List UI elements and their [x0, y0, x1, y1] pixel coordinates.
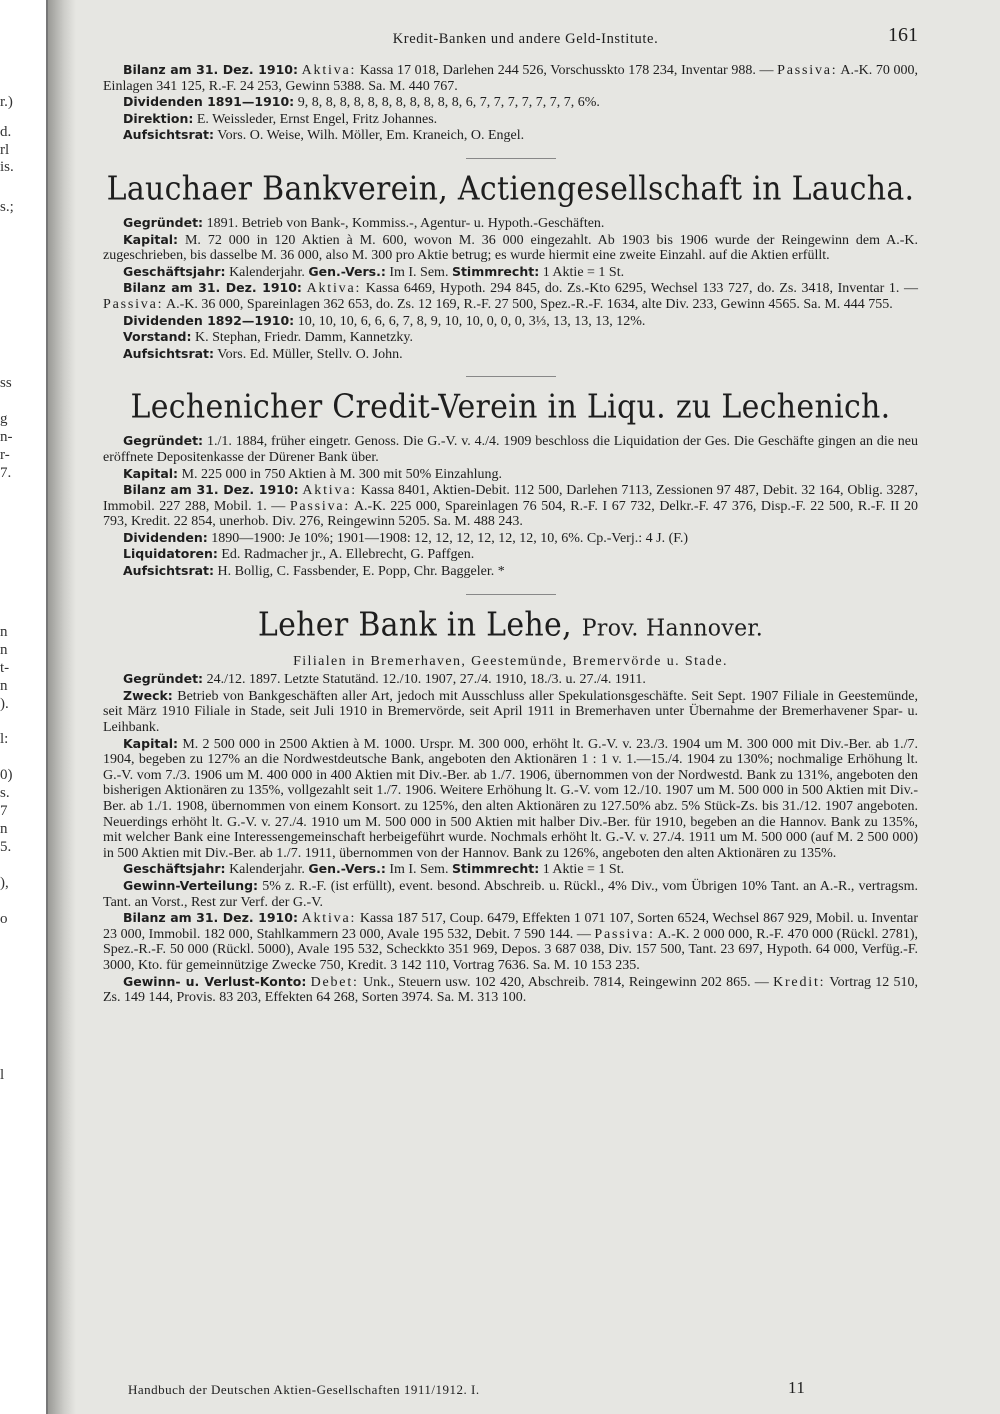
geschaeftsjahr-label: Geschäftsjahr:	[123, 263, 226, 279]
liquidatoren-paragraph	[103, 546, 918, 563]
aufsichtsrat-text: Vors. O. Weise, Wilh. Möller, Em. Kraneich, O. Engel.	[217, 128, 525, 144]
aktiva-word: Aktiva:	[301, 63, 357, 78]
entry-title: Lechenicher Credit-Verein in Liqu. zu Lechenich.	[130, 388, 891, 427]
geschaeftsjahr-paragraph	[103, 264, 918, 281]
margin-fragment: rl	[0, 142, 10, 158]
geschaeftsjahr-text: Kalenderjahr.	[229, 862, 305, 878]
aufsichtsrat-paragraph	[103, 346, 918, 363]
separator-rule	[466, 594, 556, 595]
margin-fragment: n	[0, 624, 8, 640]
vorstand-label: Vorstand:	[123, 329, 192, 345]
margin-fragment: r-	[0, 447, 10, 463]
aufsichtsrat-paragraph	[103, 127, 918, 144]
direktion-text: E. Weissleder, Ernst Engel, Fritz Johannes.	[196, 111, 438, 127]
kapital-paragraph	[103, 232, 918, 264]
bilanz-paragraph	[103, 910, 918, 973]
direktion-label: Direktion:	[123, 110, 194, 126]
aufsichtsrat-label: Aufsichtsrat:	[123, 127, 215, 143]
gegruendet-text: 1891. Betrieb von Bank-, Kommiss.-, Agentur- u. Hypoth.-Geschäften.	[206, 215, 605, 231]
zweck-paragraph	[103, 688, 918, 736]
margin-fragment: ss	[0, 375, 12, 391]
zweck-label: Zweck:	[123, 687, 173, 703]
bilanz-paragraph	[103, 62, 918, 94]
margin-fragment: 7.	[0, 465, 12, 481]
genvers-label: Gen.-Vers.:	[308, 861, 386, 877]
stimmrecht-text: 1 Aktie = 1 St.	[542, 862, 625, 878]
gegruendet-paragraph	[103, 433, 918, 465]
gegruendet-label: Gegründet:	[123, 214, 204, 230]
gewinn-verteilung-text: 5% z. R.-F. (ist erfüllt), event. besond. Abschreib. u. Rückl., 4% Div., vom Übrigen 10% Tant. an A.-R., vertragsm. Tant. an Vorst., Rest zur Verf. der G.-V.	[103, 878, 919, 910]
passiva-word: Passiva:	[777, 63, 838, 78]
dividenden-label: Dividenden 1892—1910:	[123, 312, 295, 328]
running-head-title: Kredit-Banken und andere Geld-Institute.	[392, 31, 659, 47]
signature-mark: 11	[788, 1378, 806, 1398]
bilanz-label: Bilanz am 31. Dez. 1910:	[123, 910, 298, 926]
bilanz-paragraph	[103, 482, 918, 530]
kapital-label: Kapital:	[123, 735, 179, 751]
aufsichtsrat-text: Vors. Ed. Müller, Stellv. O. John.	[217, 346, 403, 362]
vorstand-text: K. Stephan, Friedr. Damm, Kannetzky.	[194, 330, 413, 346]
margin-fragment: 7	[0, 803, 8, 819]
margin-fragment: 5.	[0, 839, 12, 855]
margin-fragment: r.)	[0, 94, 13, 110]
kapital-text: M. 225 000 in 750 Aktien à M. 300 mit 50% Einzahlung.	[181, 466, 502, 482]
stimmrecht-label: Stimmrecht:	[451, 263, 540, 279]
adjacent-page-strip	[0, 0, 48, 1414]
aktiva-text: Kassa 6469, Hypoth. 294 845, do. Zs.-Kto 6295, Wechsel 133 727, do. Zs. 3418, Inventar 1. —	[365, 281, 919, 297]
guv-paragraph	[103, 974, 918, 1006]
gegruendet-label: Gegründet:	[123, 671, 204, 687]
margin-fragment: ).	[0, 696, 9, 712]
kapital-paragraph	[103, 736, 918, 862]
dividenden-text: 1890—1900: Je 10%; 1901—1908: 12, 12, 12, 12, 12, 12, 10, 6%. Cp.-Verj.: 4 J. (F.)	[211, 530, 689, 546]
kapital-text: M. 72 000 in 120 Aktien à M. 600, wovon M. 36 000 eingezahlt. Ab 1903 bis 1906 wurde der Reingewinn dem A.-K. zugeschrieben, bis dasselbe M. 36 000, also M. 300 pro Aktie betrug; es wurde hiermit eine zweite Einzahl. auf die Aktien erfüllt.	[103, 232, 919, 264]
passiva-text: A.-K. 2 000 000, R.-F. 470 000 (Rückl. 2781), Spez.-R.-F. 50 000 (Rückl. 5000), Avale 195 532, Scheckkto 351 969, Depos. 3 687 038, Div. 157 500, Tant. 23 697, Hypoth. 64 000, Verfüg.-F. 3000, Kto. für gemeinnützige Zwecke 750, Kredit. 3 142 110, Vortrag 7636. Sa. M. 10 153 235.	[103, 926, 918, 973]
entry-lauchaer	[103, 170, 919, 362]
margin-fragment: l:	[0, 731, 9, 747]
dividenden-text: 10, 10, 10, 6, 6, 6, 7, 8, 9, 10, 10, 0, 0, 0, 3⅓, 13, 13, 13, 12%.	[297, 313, 646, 329]
gegruendet-text: 1./1. 1884, früher eingetr. Genoss. Die G.-V. v. 4./4. 1909 beschloss die Liquidation der Ges. Die Geschäfte gingen an die neu eröffnete Depositenkasse der Dürener Bank über.	[103, 434, 919, 465]
zweck-text: Betrieb von Bankgeschäften aller Art, jedoch mit Ausschluss aller Spekulationsgeschäfte. Seit Sept. 1907 Filiale in Geestemünde, seit März 1910 Filiale in Stade, seit Juli 1910 in Bremervörde, seit April 1911 in Bremerhaven unter Übernahme der Bremerhavener Spar- u. Leihbank.	[103, 688, 918, 736]
aktiva-word: Aktiva:	[306, 281, 362, 297]
bilanz-label: Bilanz am 31. Dez. 1910:	[123, 62, 298, 77]
debet-text: Unk., Steuern usw. 102 420, Abschreib. 7814, Reingewinn 202 865. —	[362, 974, 769, 990]
kredit-text: Vortrag 12 510, Zs. 149 144, Provis. 83 203, Effekten 64 268, Sorten 3974. Sa. M. 313 100.	[103, 974, 919, 1006]
running-head	[133, 24, 918, 62]
dividenden-text: 9, 8, 8, 8, 8, 8, 8, 8, 8, 8, 8, 8, 6, 7, 7, 7, 7, 7, 7, 7, 6%.	[297, 95, 600, 111]
aktiva-text: Kassa 187 517, Coup. 6479, Effekten 1 071 107, Sorten 6524, Wechsel 867 929, Mobil. u. Inventar 23 000, Immobil. 182 000, Stahlkammern 23 000, Avale 195 532, Debit. 7 590 144. —	[103, 911, 919, 942]
margin-fragment: n	[0, 642, 8, 658]
entry-leher	[103, 606, 919, 1006]
kapital-label: Kapital:	[123, 231, 179, 247]
page-number: 161	[888, 24, 918, 46]
bilanz-paragraph	[103, 280, 918, 312]
passiva-text: A.-K. 225 000, Spareinlagen 76 504, R.-F. I 67 732, Delkr.-F. 47 376, Disp.-F. 22 500, R.-F. II 20 793, Kredit. 22 854, unerhob. Div. 276, Reingewinn 5205. Sa. M. 488 243.	[103, 498, 919, 530]
margin-fragment: s.;	[0, 199, 14, 215]
margin-fragment: 0)	[0, 767, 13, 783]
kredit-word: Kredit:	[773, 974, 826, 990]
margin-fragment: ),	[0, 875, 9, 891]
page-footer	[128, 1378, 918, 1398]
footer-text: Handbuch der Deutschen Aktien-Gesellschaften 1911/1912. I.	[128, 1382, 480, 1398]
bilanz-label: Bilanz am 31. Dez. 1910:	[123, 280, 302, 296]
geschaeftsjahr-paragraph	[103, 861, 918, 878]
margin-fragment: g	[0, 411, 8, 427]
gegruendet-paragraph	[103, 215, 918, 232]
entry-title	[103, 607, 918, 647]
debet-word: Debet:	[310, 974, 359, 990]
page-fold-shadow	[48, 0, 76, 1414]
passiva-word: Passiva:	[594, 926, 655, 942]
margin-fragment: t-	[0, 660, 10, 676]
gewinn-verteilung-paragraph	[103, 878, 918, 910]
entry-lechenich	[103, 388, 919, 580]
margin-fragment: n-	[0, 429, 13, 445]
genvers-text: Im I. Sem.	[389, 264, 449, 280]
geschaeftsjahr-label: Geschäftsjahr:	[123, 861, 226, 877]
entry-title: Lauchaer Bankverein, Actiengesellschaft in Laucha.	[106, 170, 915, 209]
margin-fragment: is.	[0, 159, 14, 175]
margin-fragment: o	[0, 911, 8, 927]
aktiva-word: Aktiva:	[302, 483, 357, 499]
aktiva-word: Aktiva:	[301, 911, 357, 927]
dividenden-paragraph	[103, 313, 918, 330]
stimmrecht-text: 1 Aktie = 1 St.	[542, 264, 625, 280]
genvers-label: Gen.-Vers.:	[308, 263, 386, 279]
filialen-line: Filialen in Bremerhaven, Geestemünde, Bremervörde u. Stade.	[293, 653, 728, 669]
liquidatoren-label: Liquidatoren:	[123, 546, 218, 562]
aktiva-text: Kassa 17 018, Darlehen 244 526, Vorschusskto 178 234, Inventar 988. —	[359, 63, 774, 78]
document-page	[103, 24, 919, 1402]
entry-continued	[103, 62, 918, 144]
aktiva-text: Kassa 8401, Aktien-Debit. 112 500, Darlehen 7113, Zessionen 97 487, Debit. 32 164, Oblig. 3287, Immobil. 227 288, Mobil. 1. —	[103, 483, 919, 514]
separator-rule	[466, 158, 556, 159]
margin-fragment: s.	[0, 785, 10, 801]
margin-fragment: n	[0, 678, 8, 694]
margin-fragment: n	[0, 821, 8, 837]
bilanz-label: Bilanz am 31. Dez. 1910:	[123, 482, 299, 498]
kapital-text: M. 2 500 000 in 2500 Aktien à M. 1000. Urspr. M. 300 000, erhöht lt. G.-V. v. 23./3. 1904 um M. 300 000 mit Div.-Ber. ab 1./7. 1904, begeben zu 127% an die Nordwestdeutsche Bank, angeboten den Aktionären 1 : 1 v. 1.—15./4. 1904 zu 130%; nochmalige Erhöhung lt. G.-V. vom 7./3. 1906 um M. 400 000 in 400 Aktien mit Div.-Ber. ab 1./7. 1906, übernommen von der Nordwestd. Bank zu 131%, angeboten den bisherigen Aktionären zu 135%, vollgezahlt seit 1./7. 1906. Weitere Erhöhung lt. G.-V. vom 12./10. 1907 um M. 500 000 in 500 Aktien mit Div.-Ber. ab 1./1. 1908, übernommen von einem Konsort. zu 125%, den alten Aktionären zu 127.50% abz. 5% Stück-Zs. bis 31./12. 1907 angeboten. Neuerdings erhöht lt. G.-V. v. 27./4. 1910 um M. 500 000 in 500 Aktien mit halber Div.-Ber. für 1910, begeben an die Hannov. Bank zu 135%, mit welcher Bank eine Interessengemeinschaft herbeigeführt wurde. Nochmals erhöht lt. G.-V. v. 27./4. 1911 um M. 500 000 (auf M. 2 500 000) in 500 Aktien mit Div.-Ber. ab 1./7. 1911, übernommen von der Hannov. Bank zu 126%, angeboten den alten Aktionären zu 135%.	[103, 736, 918, 861]
gegruendet-paragraph	[103, 671, 918, 688]
direktion-paragraph	[103, 111, 918, 128]
margin-fragment: d.	[0, 124, 12, 140]
passiva-text: A.-K. 36 000, Spareinlagen 362 653, do. Zs. 12 169, R.-F. 27 500, Spez.-R.-F. 1634, alte Div. 233, Gewinn 4565. Sa. M. 444 755.	[166, 296, 893, 312]
passiva-word: Passiva:	[289, 498, 351, 514]
dividenden-paragraph	[103, 94, 918, 111]
dividenden-label: Dividenden:	[123, 529, 208, 545]
geschaeftsjahr-text: Kalenderjahr.	[229, 264, 305, 280]
dividenden-paragraph	[103, 530, 918, 547]
gewinn-verteilung-label: Gewinn-Verteilung:	[123, 877, 259, 893]
passiva-text: A.-K. 70 000, Einlagen 341 125, R.-F. 24 253, Gewinn 5388. Sa. M. 440 767.	[103, 63, 919, 94]
gegruendet-label: Gegründet:	[123, 433, 204, 449]
dividenden-label: Dividenden 1891—1910:	[123, 94, 295, 110]
kapital-label: Kapital:	[123, 465, 179, 481]
entry-title-suffix: Prov. Hannover.	[581, 614, 764, 642]
aufsichtsrat-label: Aufsichtsrat:	[123, 345, 215, 361]
genvers-text: Im I. Sem.	[389, 862, 449, 878]
vorstand-paragraph	[103, 329, 918, 346]
gegruendet-text: 24./12. 1897. Letzte Statutänd. 12./10. 1907, 27./4. 1910, 18./3. u. 27./4. 1911.	[206, 672, 646, 688]
aufsichtsrat-paragraph	[103, 563, 918, 580]
separator-rule	[466, 376, 556, 377]
kapital-paragraph	[103, 466, 918, 483]
liquidatoren-text: Ed. Radmacher jr., A. Ellebrecht, G. Paffgen.	[221, 547, 475, 563]
guv-label: Gewinn- u. Verlust-Konto:	[123, 973, 307, 989]
aufsichtsrat-label: Aufsichtsrat:	[123, 563, 215, 579]
stimmrecht-label: Stimmrecht:	[451, 861, 540, 877]
entry-title-main: Leher Bank in Lehe,	[257, 606, 572, 644]
aufsichtsrat-text: H. Bollig, C. Fassbender, E. Popp, Chr. Baggeler. *	[217, 564, 505, 580]
margin-fragment: l	[0, 1067, 5, 1083]
passiva-word: Passiva:	[103, 296, 164, 312]
